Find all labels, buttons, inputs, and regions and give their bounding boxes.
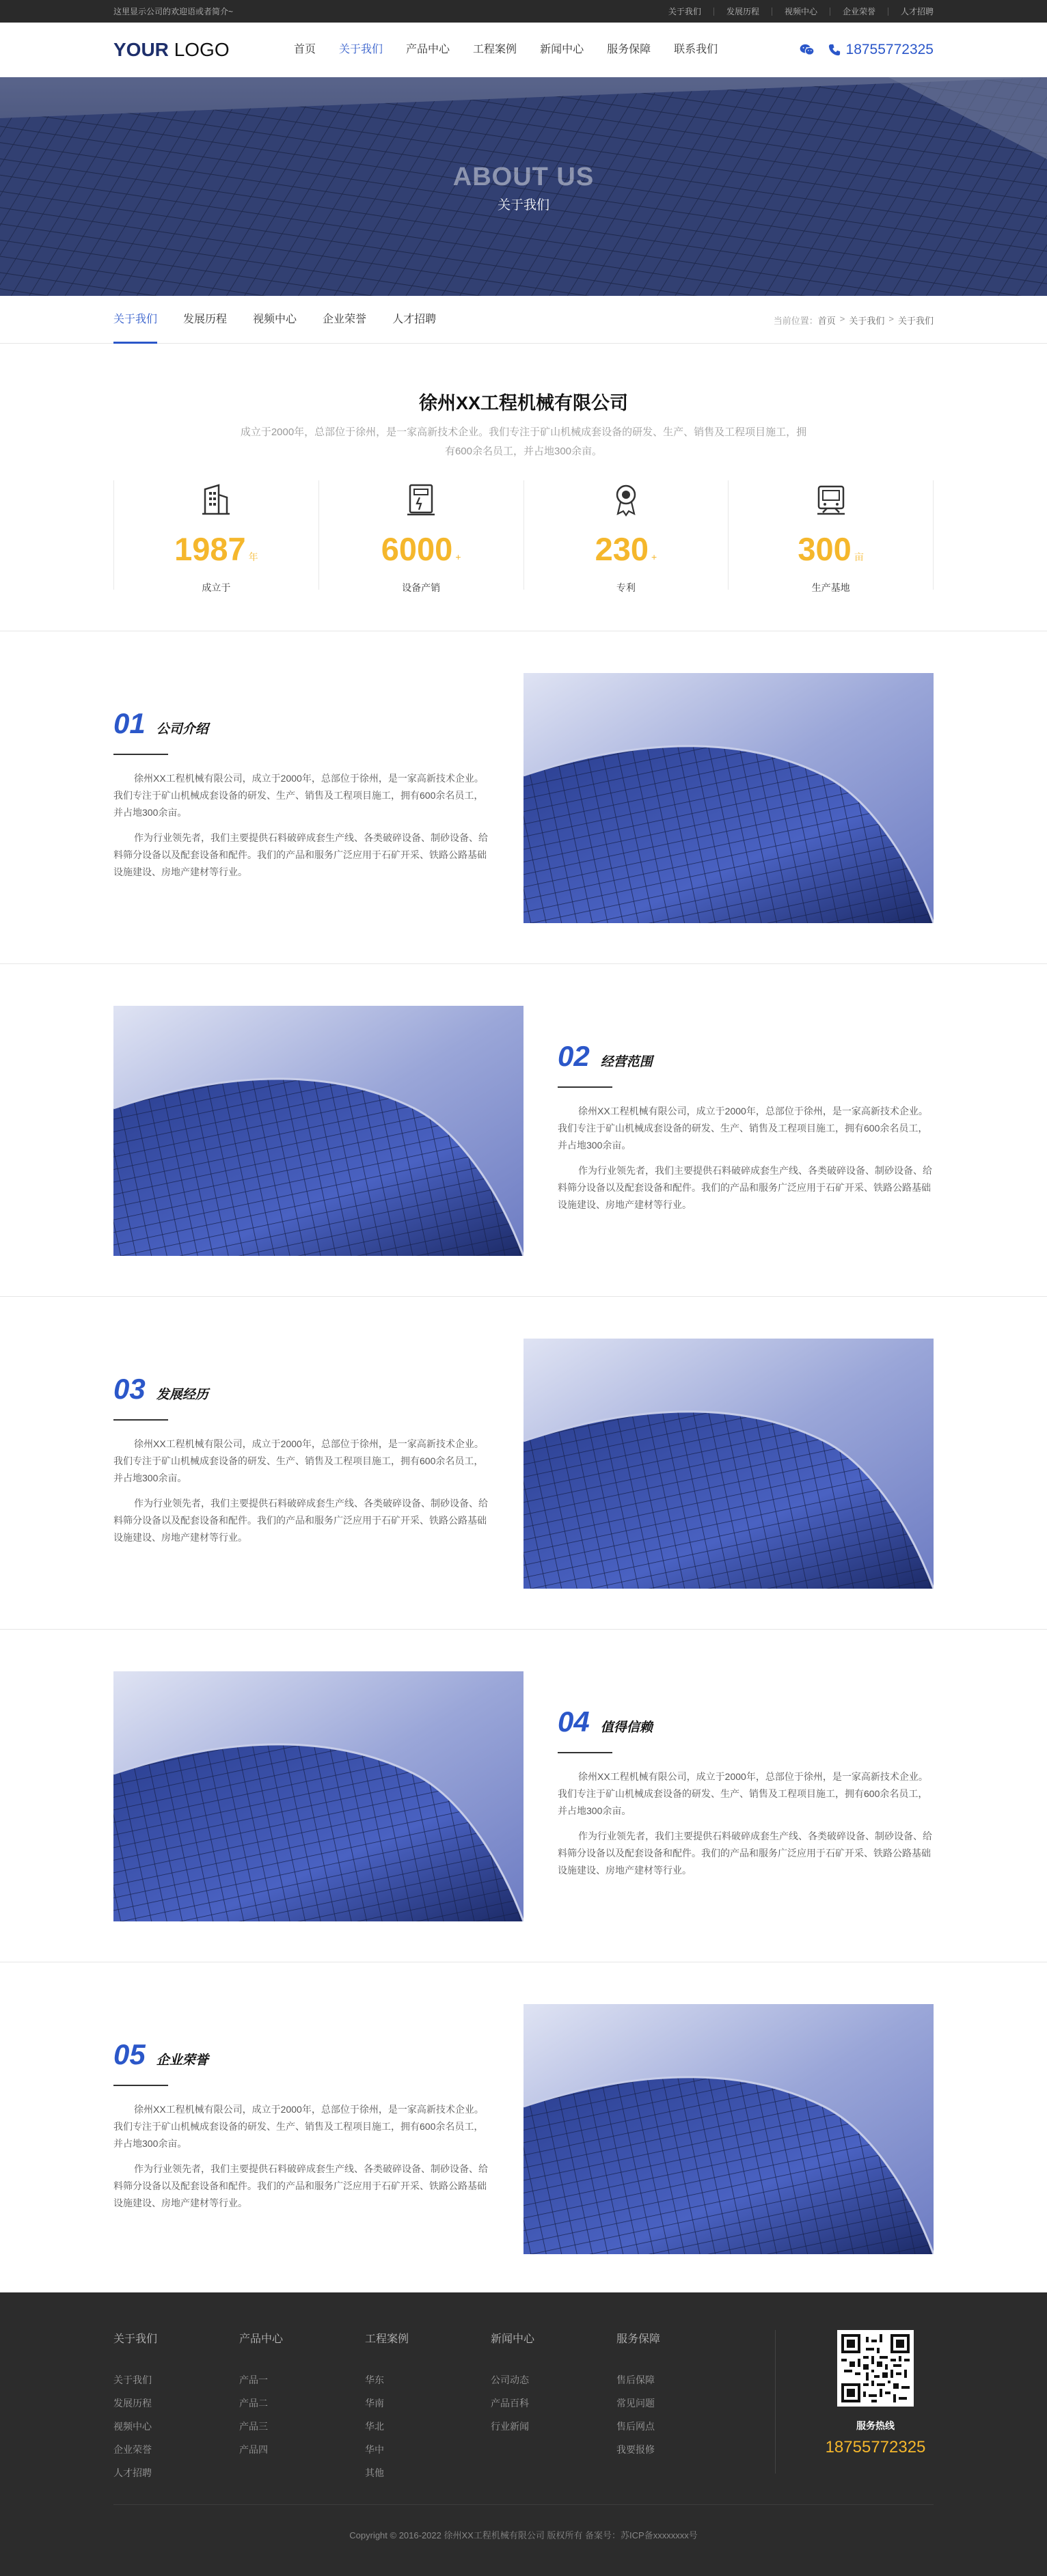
stat-equipment-label: 设备产销 xyxy=(402,582,441,593)
breadcrumb-current[interactable]: 关于我们 xyxy=(897,315,934,326)
footer-link[interactable]: 关于我们 xyxy=(113,2374,152,2385)
footer-col-service: 服务保障 售后保障 常见问题 售后网点 我要报修 xyxy=(616,2330,742,2504)
section-number: 04 xyxy=(558,1705,590,1738)
hotline-number: 18755772325 xyxy=(825,2438,926,2456)
breadcrumb-about[interactable]: 关于我们 xyxy=(849,315,885,326)
footer-link[interactable]: 华东 xyxy=(365,2374,384,2385)
section-paragraph: 徐州XX工程机械有限公司，成立于2000年，总部位于徐州，是一家高新技术企业。我们专注于矿山机械成套设备的研发、生产、销售及工程项目施工，拥有600余名员工，并占地300余亩。 xyxy=(558,1770,928,1816)
stat-founded-label: 成立于 xyxy=(202,582,231,593)
building-icon xyxy=(201,482,231,517)
section-title: 值得信赖 xyxy=(600,1720,653,1735)
nav-home[interactable]: 首页 xyxy=(294,44,316,55)
footer xyxy=(0,2292,1047,2576)
stat-base-label: 生产基地 xyxy=(811,582,850,593)
building-photo xyxy=(524,2004,934,2254)
header-phone: 18755772325 xyxy=(845,42,934,57)
tab-video[interactable]: 视频中心 xyxy=(253,314,297,325)
stat-equipment-num: 6000 xyxy=(381,531,453,567)
section-company-intro xyxy=(0,631,1047,964)
header xyxy=(0,23,1047,77)
section-development xyxy=(0,1297,1047,1630)
copyright: Copyright © 2016-2022 徐州XX工程机械有限公司 版权所有 备案号：苏ICP备xxxxxxxx号 xyxy=(113,2504,934,2541)
breadcrumb-home[interactable]: 首页 xyxy=(817,315,836,326)
section-title: 企业荣誉 xyxy=(156,2053,208,2068)
footer-link[interactable]: 我要报修 xyxy=(616,2444,655,2455)
section-paragraph: 徐州XX工程机械有限公司，成立于2000年，总部位于徐州，是一家高新技术企业。我们专注于矿山机械成套设备的研发、生产、销售及工程项目施工，拥有600余名员工，并占地300余亩。 xyxy=(113,772,484,818)
building-photo xyxy=(524,673,934,923)
top-links xyxy=(656,8,934,16)
nav-news[interactable]: 新闻中心 xyxy=(540,44,584,55)
stat-base: 300 亩 生产基地 xyxy=(729,480,934,590)
section-paragraph: 作为行业领先者，我们主要提供石料破碎成套生产线、各类破碎设备、制砂设备、给料筛分设备以及配套设备和配件。我们的产品和服务广泛应用于石矿开采、铁路公路基础设施建设、房地产建材等行业。 xyxy=(558,1830,932,1876)
stat-patent-num: 230 xyxy=(595,531,649,567)
section-honor xyxy=(0,1962,1047,2295)
footer-col-products: 产品中心 产品一 产品二 产品三 产品四 xyxy=(239,2330,365,2504)
footer-link[interactable]: 售后网点 xyxy=(616,2421,655,2432)
phone-icon xyxy=(828,44,841,56)
top-link-history[interactable]: 发展历程 xyxy=(713,8,772,16)
footer-contact xyxy=(817,2330,934,2504)
banner-title-cn: 关于我们 xyxy=(497,198,549,213)
header-contact xyxy=(800,42,934,58)
nav-service[interactable]: 服务保障 xyxy=(607,44,651,55)
nav-products[interactable]: 产品中心 xyxy=(406,44,450,55)
section-trust xyxy=(0,1630,1047,1962)
section-number: 05 xyxy=(113,2038,146,2070)
top-bar xyxy=(0,0,1047,23)
wechat-icon[interactable] xyxy=(800,44,815,56)
footer-link[interactable]: 产品百科 xyxy=(491,2398,529,2409)
logo[interactable]: YOUR LOGO xyxy=(113,39,230,60)
tab-honor[interactable]: 企业荣誉 xyxy=(323,314,367,325)
section-paragraph: 作为行业领先者，我们主要提供石料破碎成套生产线、各类破碎设备、制砂设备、给料筛分设备以及配套设备和配件。我们的产品和服务广泛应用于石矿开采、铁路公路基础设施建设、房地产建材等行业。 xyxy=(113,2163,488,2208)
footer-link[interactable]: 发展历程 xyxy=(113,2398,152,2409)
welcome-text: 这里显示公司的欢迎语或者简介~ xyxy=(113,7,234,16)
sub-nav xyxy=(0,296,1047,344)
footer-col-news: 新闻中心 公司动态 产品百科 行业新闻 xyxy=(491,2330,616,2504)
section-paragraph: 作为行业领先者，我们主要提供石料破碎成套生产线、各类破碎设备、制砂设备、给料筛分设备以及配套设备和配件。我们的产品和服务广泛应用于石矿开采、铁路公路基础设施建设、房地产建材等行业。 xyxy=(558,1164,932,1210)
footer-col-cases: 工程案例 华东 华南 华北 华中 其他 xyxy=(365,2330,491,2504)
main-nav xyxy=(294,23,741,77)
footer-link[interactable]: 产品三 xyxy=(239,2421,268,2432)
footer-link[interactable]: 产品四 xyxy=(239,2444,268,2455)
section-title: 发展经历 xyxy=(156,1387,208,1402)
section-number: 03 xyxy=(113,1372,146,1405)
breadcrumb: 当前位置： 首页 > 关于我们 > 关于我们 xyxy=(773,313,934,326)
nav-cases[interactable]: 工程案例 xyxy=(473,44,517,55)
building-photo xyxy=(113,1006,524,1256)
footer-link[interactable]: 人才招聘 xyxy=(113,2467,152,2478)
award-icon xyxy=(611,482,641,517)
tab-history[interactable]: 发展历程 xyxy=(183,314,228,325)
stat-founded-num: 1987 xyxy=(174,531,246,567)
hotline-label: 服务热线 xyxy=(856,2420,895,2431)
footer-link[interactable]: 产品一 xyxy=(239,2374,268,2385)
banner-title-en: ABOUT US xyxy=(452,163,595,191)
footer-link[interactable]: 华南 xyxy=(365,2398,384,2409)
company-intro xyxy=(0,344,1047,593)
factory-icon xyxy=(815,482,847,517)
footer-link[interactable]: 常见问题 xyxy=(616,2398,655,2409)
section-paragraph: 徐州XX工程机械有限公司，成立于2000年，总部位于徐州，是一家高新技术企业。我们专注于矿山机械成套设备的研发、生产、销售及工程项目施工，拥有600余名员工，并占地300余亩。 xyxy=(558,1105,928,1151)
footer-link[interactable]: 产品二 xyxy=(239,2398,268,2409)
footer-link[interactable]: 华中 xyxy=(365,2444,384,2455)
tab-jobs[interactable]: 人才招聘 xyxy=(392,314,437,325)
section-business-scope xyxy=(0,964,1047,1297)
stat-base-num: 300 xyxy=(798,531,852,567)
building-photo xyxy=(524,1339,934,1589)
company-title: 徐州XX工程机械有限公司 xyxy=(418,393,629,413)
nav-contact[interactable]: 联系我们 xyxy=(674,44,718,55)
section-paragraph: 作为行业领先者，我们主要提供石料破碎成套生产线、各类破碎设备、制砂设备、给料筛分设备以及配套设备和配件。我们的产品和服务广泛应用于石矿开采、铁路公路基础设施建设、房地产建材等行业。 xyxy=(113,832,488,877)
nav-about[interactable]: 关于我们 xyxy=(339,44,383,55)
top-link-about[interactable]: 关于我们 xyxy=(668,6,701,16)
section-number: 02 xyxy=(558,1039,590,1072)
machine-icon xyxy=(406,482,436,517)
footer-link[interactable]: 其他 xyxy=(365,2467,384,2478)
qr-code xyxy=(837,2330,914,2407)
footer-col-about: 关于我们 关于我们 发展历程 视频中心 企业荣誉 人才招聘 xyxy=(113,2330,239,2504)
company-desc: 成立于2000年，总部位于徐州，是一家高新技术企业。我们专注于矿山机械成套设备的研发、生产、销售及工程项目施工，拥有600余名员工，并占地300余亩。 xyxy=(240,426,807,457)
footer-link[interactable]: 企业荣誉 xyxy=(113,2444,152,2455)
footer-link[interactable]: 公司动态 xyxy=(491,2374,529,2385)
section-title: 经营范围 xyxy=(600,1054,653,1069)
footer-link[interactable]: 售后保障 xyxy=(616,2374,655,2385)
tab-about[interactable]: 关于我们 xyxy=(113,296,157,344)
stat-founded: 1987 年 成立于 xyxy=(114,480,319,590)
top-link-video[interactable]: 视频中心 xyxy=(772,8,830,16)
building-photo xyxy=(113,1671,524,1921)
top-link-honor[interactable]: 企业荣誉 xyxy=(830,8,888,16)
section-paragraph: 徐州XX工程机械有限公司，成立于2000年，总部位于徐州，是一家高新技术企业。我们专注于矿山机械成套设备的研发、生产、销售及工程项目施工，拥有600余名员工，并占地300余亩。 xyxy=(113,2103,484,2149)
stat-patent-label: 专利 xyxy=(616,582,636,593)
section-number: 01 xyxy=(113,707,146,739)
stat-patent: 230 + 专利 xyxy=(524,480,729,590)
section-paragraph: 徐州XX工程机械有限公司，成立于2000年，总部位于徐州，是一家高新技术企业。我们专注于矿山机械成套设备的研发、生产、销售及工程项目施工，拥有600余名员工，并占地300余亩。 xyxy=(113,1438,484,1483)
banner xyxy=(0,77,1047,296)
section-title: 公司介绍 xyxy=(156,722,208,737)
section-paragraph: 作为行业领先者，我们主要提供石料破碎成套生产线、各类破碎设备、制砂设备、给料筛分设备以及配套设备和配件。我们的产品和服务广泛应用于石矿开采、铁路公路基础设施建设、房地产建材等行业。 xyxy=(113,1497,488,1543)
footer-link[interactable]: 视频中心 xyxy=(113,2421,152,2432)
stats xyxy=(113,480,934,593)
footer-link[interactable]: 华北 xyxy=(365,2421,384,2432)
footer-link[interactable]: 行业新闻 xyxy=(491,2421,529,2432)
stat-equipment: 6000 + 设备产销 xyxy=(319,480,524,590)
top-link-jobs[interactable]: 人才招聘 xyxy=(888,8,934,16)
